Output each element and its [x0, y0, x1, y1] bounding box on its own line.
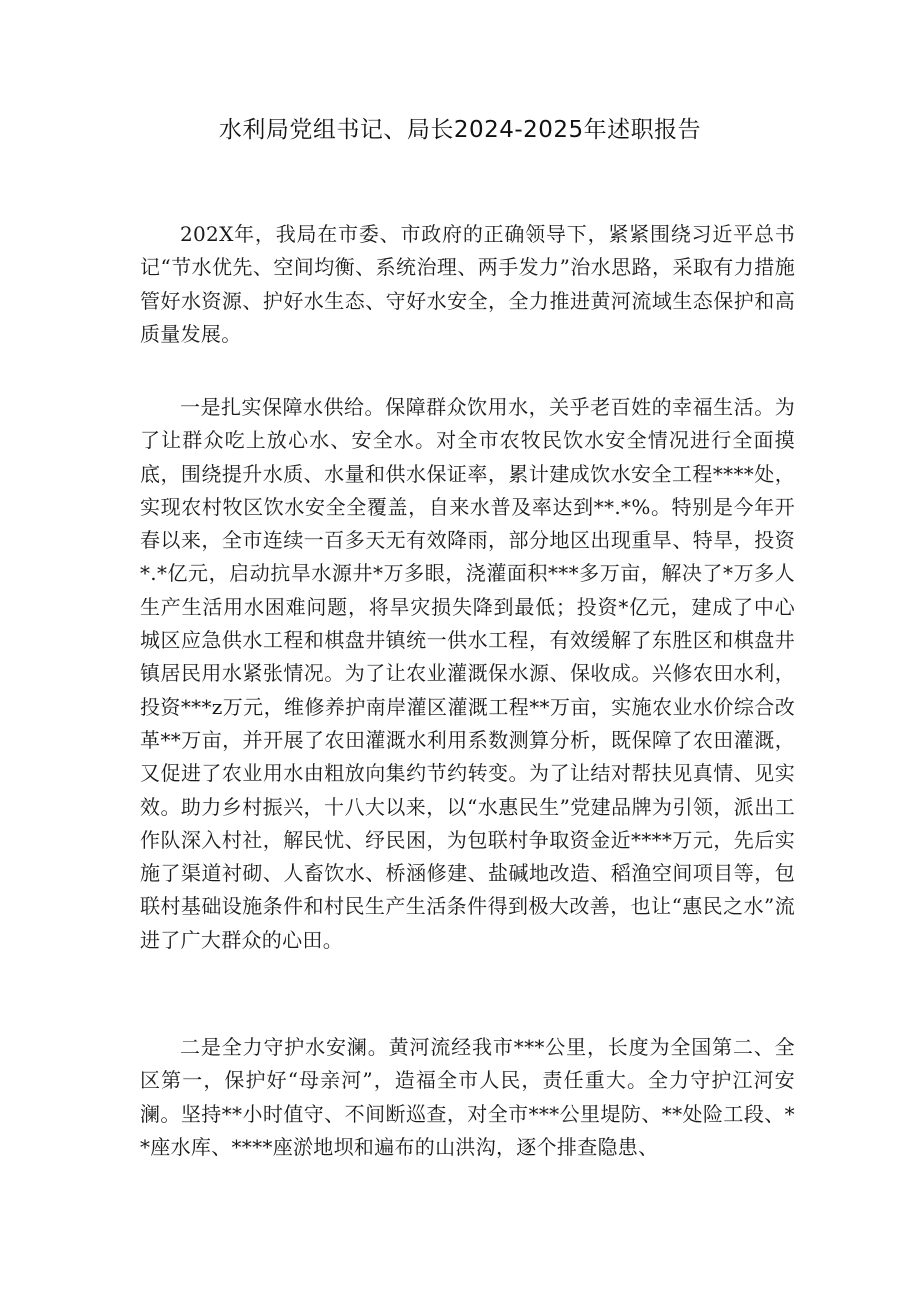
paragraph-water-supply: 一是扎实保障水供给。保障群众饮用水，关乎老百姓的幸福生活。为了让群众吃上放心水、安全水。对全市农牧民饮水安全情况进行全面摸底，围绕提升水质、水量和供水保证率，累计建成饮水安全工程****处，实现农村牧区饮水安全全覆盖，自来水普及率达到**.*%。特别是今年开春以来，全市连续一百多天无有效降雨，部分地区出现重旱、特旱，投资*.*亿元，启动抗旱水源井*万多眼，浇灌面积***多万亩，解决了*万多人生产生活用水困难问题，将旱灾损失降到最低；投资*亿元，建成了中心城区应急供水工程和棋盘井镇统一供水工程，有效缓解了东胜区和棋盘井镇居民用水紧张情况。为了让农业灌溉保水源、保收成。兴修农田水利，投资***z万元，维修养护南岸灌区灌溉工程**万亩，实施农业水价综合改革**万亩，并开展了农田灌溉水利用系数测算分析，既保障了农田灌溉，又促进了农业用水由粗放向集约节约转变。为了让结对帮扶见真情、见实效。助力乡村振兴，十八大以来，以“水惠民生”党建品牌为引领，派出工作队深入村社，解民忧、纾民困，为包联村争取资金近****万元，先后实施了渠道衬砌、人畜饮水、桥涵修建、盐碱地改造、稻渔空间项目等，包联村基础设施条件和村民生产生活条件得到极大改善，也让“惠民之水”流进了广大群众的心田。	[140, 395, 795, 952]
paragraph-flood-safety: 二是全力守护水安澜。黄河流经我市***公里，长度为全国第二、全区第一，保护好“母亲河”，造福全市人民，责任重大。全力守护江河安澜。坚持**小时值守、不间断巡查，对全市***公里堤防、**处险工段、**座水库、****座淤地坝和遍布的山洪沟，逐个排查隐患、	[140, 1035, 795, 1159]
document-title: 水利局党组书记、局长2024-2025年述职报告	[218, 117, 702, 143]
paragraph-intro: 202X年，我局在市委、市政府的正确领导下，紧紧围绕习近平总书记“节水优先、空间均衡、系统治理、两手发力”治水思路，采取有力措施管好水资源、护好水生态、守好水安全，全力推进黄河流域生态保护和高质量发展。	[140, 222, 795, 346]
